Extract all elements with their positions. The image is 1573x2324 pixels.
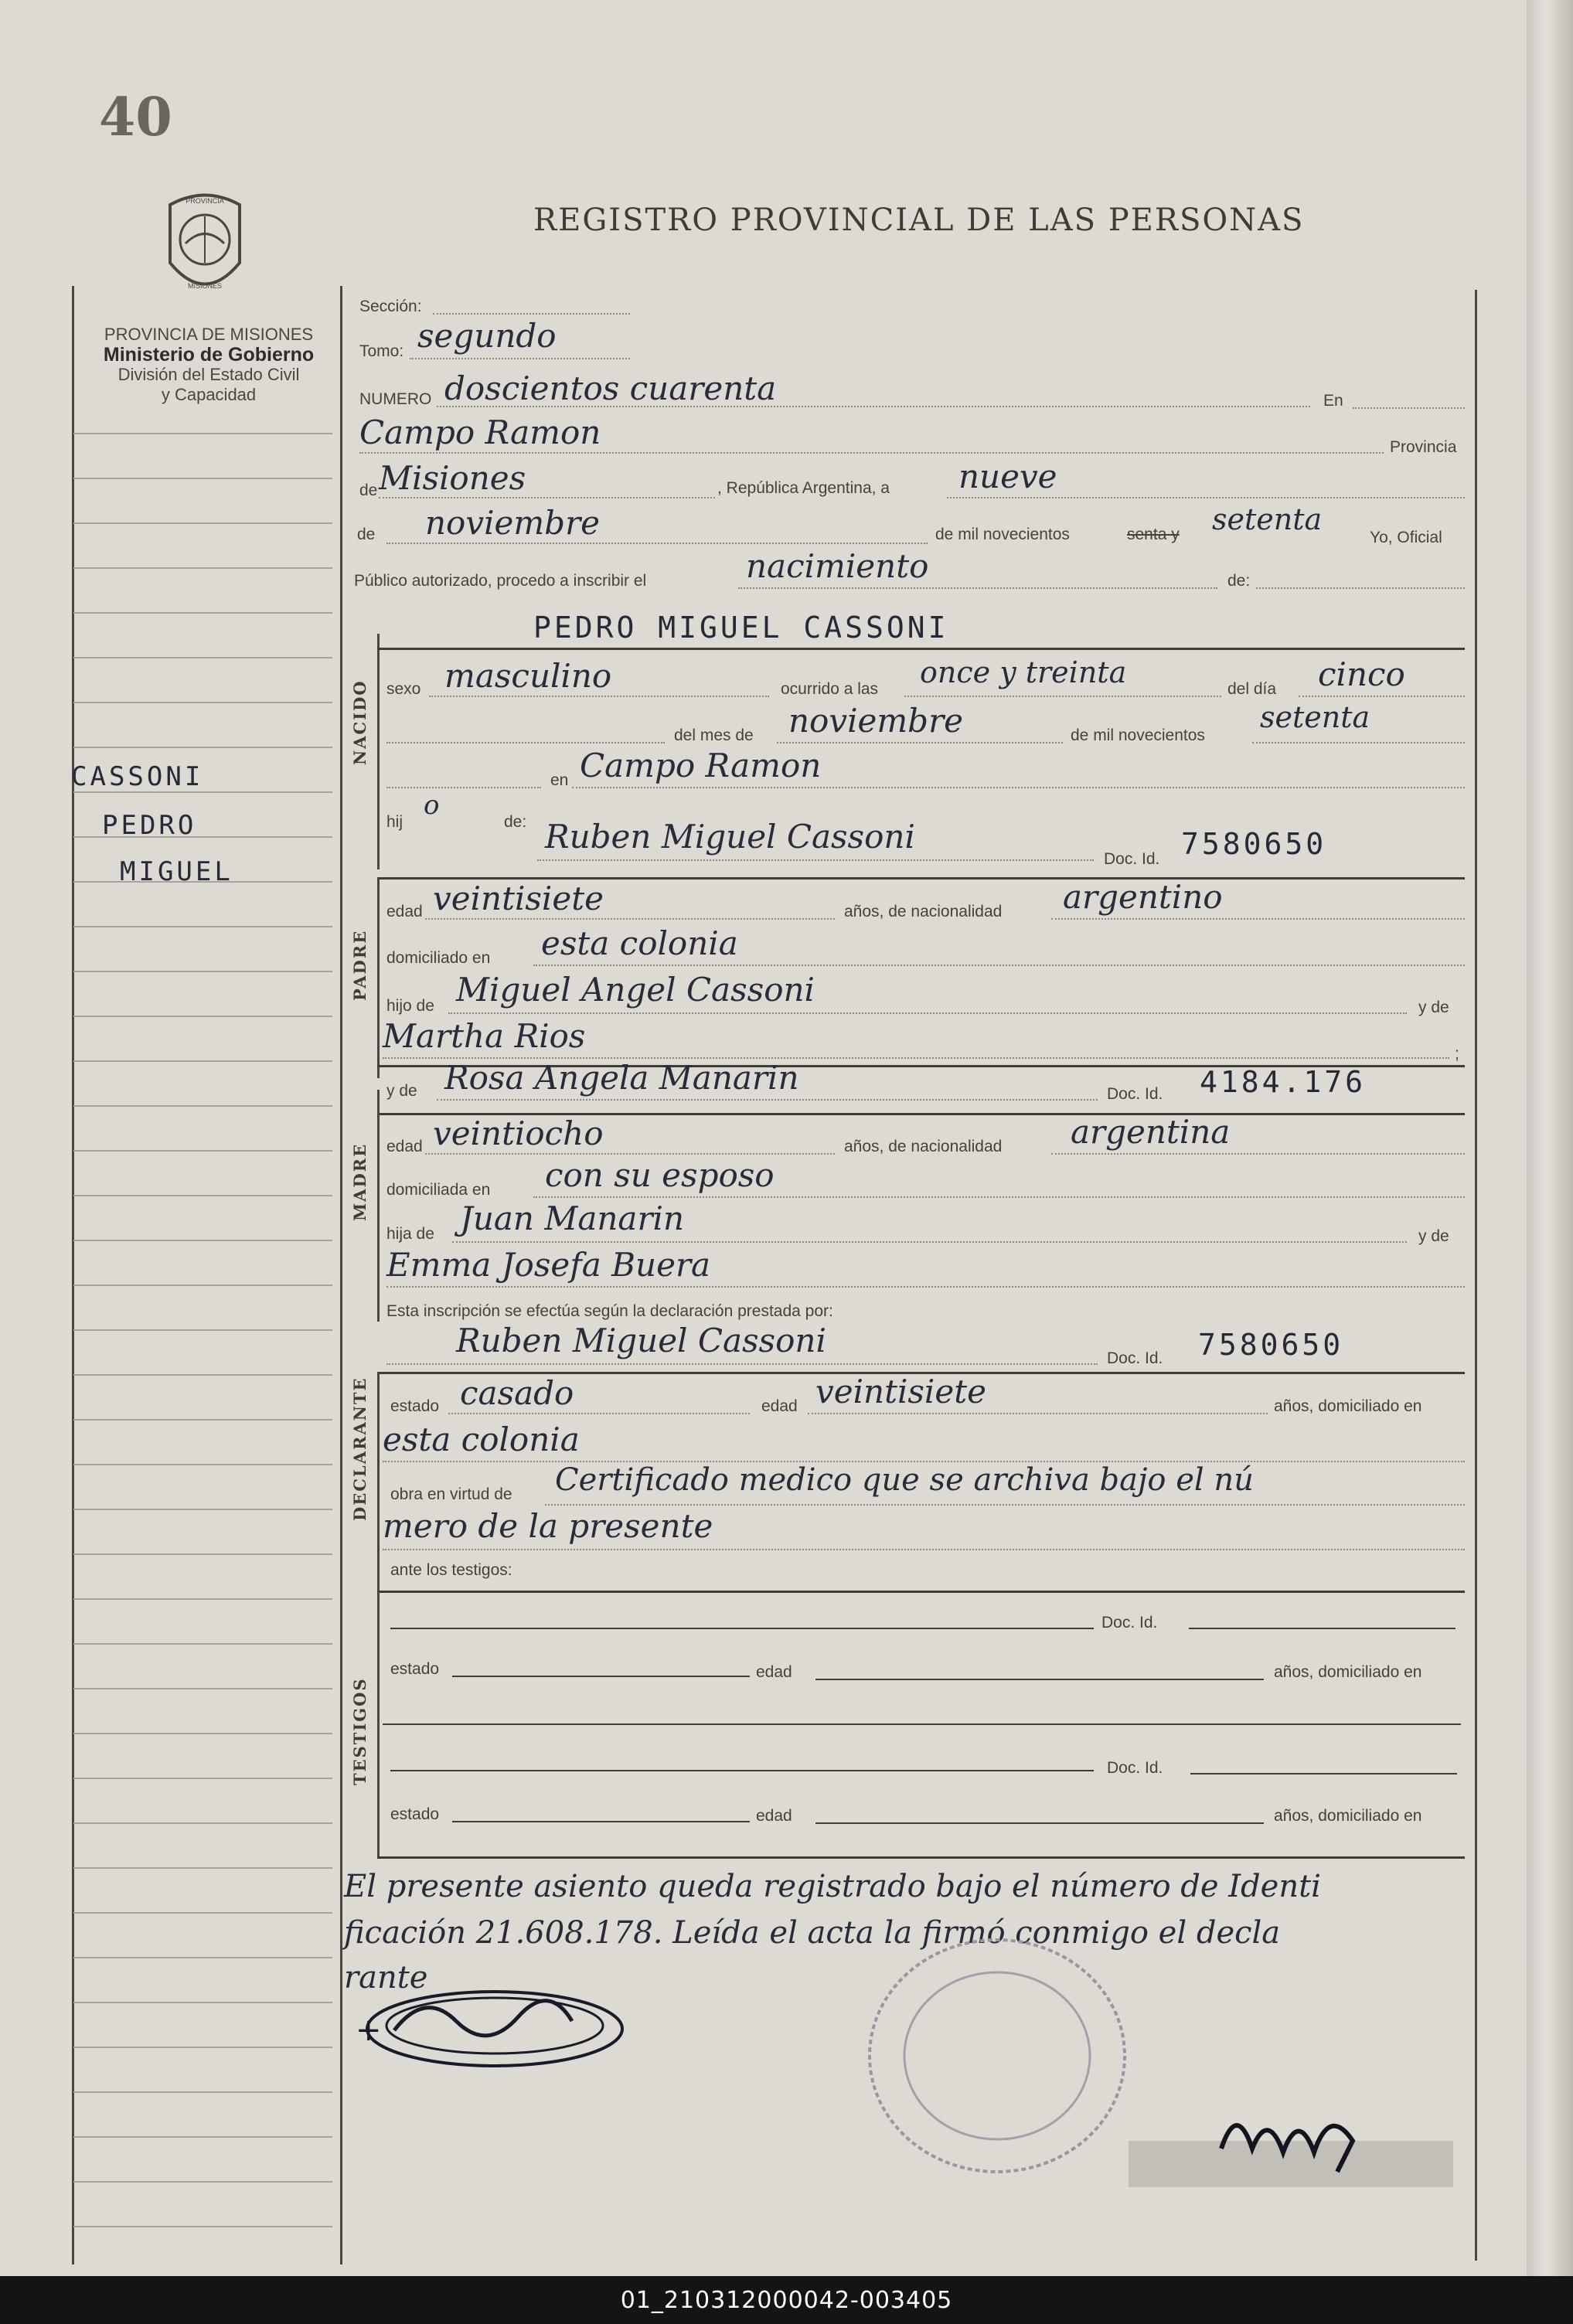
- declarante-doc-value: 7580650: [1198, 1328, 1344, 1362]
- issuer-province: PROVINCIA DE MISIONES: [104, 325, 314, 344]
- margin-rule-line: [73, 1464, 332, 1465]
- testigo1-name-line: [390, 1628, 1094, 1629]
- section-testigos: TESTIGOS: [350, 1677, 369, 1785]
- margin-left-rule: [72, 286, 74, 2264]
- margin-rule-line: [73, 1688, 332, 1689]
- madre-nombre-value: Rosa Angela Manarin: [444, 1059, 799, 1097]
- section-padre: PADRE: [350, 929, 369, 1001]
- padre-y-de-label: y de: [1418, 999, 1449, 1016]
- provincia-line: [379, 497, 715, 498]
- provincia-label: Provincia: [1390, 438, 1457, 456]
- republica-label: , República Argentina, a: [717, 479, 890, 497]
- declarante-bottom-rule: [377, 1591, 1465, 1593]
- testigo2-anos-label: años, domiciliado en: [1274, 1807, 1422, 1825]
- margin-rule-line: [73, 1240, 332, 1241]
- margin-rule-line: [73, 926, 332, 927]
- padre-rule: [377, 877, 380, 1078]
- testigo1-estado-line: [452, 1676, 750, 1677]
- dia-nac-line: [1299, 696, 1465, 697]
- madre-hija2-value: Emma Josefa Buera: [386, 1246, 711, 1284]
- seccion-line: [433, 313, 630, 315]
- margin-note-first: PEDRO: [102, 810, 197, 841]
- anio-value: setenta: [1212, 502, 1323, 536]
- padre-nombre-value: Ruben Miguel Cassoni: [545, 818, 915, 856]
- padre-hijo-label: hijo de: [386, 997, 434, 1015]
- testigo2-estado-line: [452, 1821, 750, 1822]
- issuer-ministry: Ministerio de Gobierno: [103, 344, 315, 366]
- madre-y-de-label: y de: [386, 1082, 417, 1100]
- padre-semicolon: ;: [1455, 1045, 1459, 1063]
- madre-doc-value: 4184.176: [1200, 1065, 1367, 1099]
- hora-line: [904, 696, 1221, 697]
- en-label: En: [1323, 392, 1343, 410]
- madre-dom-line: [533, 1196, 1465, 1198]
- lugar-nac-pre-line: [386, 787, 541, 788]
- declarante-edad-label: edad: [761, 1397, 798, 1415]
- madre-hija-label: hija de: [386, 1225, 434, 1243]
- de-mil-label: de mil novecientos: [935, 526, 1070, 543]
- margin-rule-line: [73, 1957, 332, 1958]
- scan-footer-id: 01_210312000042-003405: [620, 2287, 953, 2314]
- tomo-value: segundo: [417, 317, 557, 355]
- nota-line-1: El presente asiento queda registrado bajo el número de Identi: [344, 1869, 1321, 1904]
- province-crest-icon: [155, 189, 255, 305]
- declarante-nombre-value: Ruben Miguel Cassoni: [456, 1322, 826, 1359]
- padre-nombre-line: [537, 859, 1094, 861]
- margin-rule-line: [73, 2091, 332, 2093]
- provincia-value: Misiones: [379, 459, 526, 497]
- seccion-label: Sección:: [359, 298, 422, 315]
- margin-rule-line: [73, 1329, 332, 1331]
- declarante-dom-value: esta colonia: [383, 1421, 580, 1458]
- margin-note-surname: CASSONI: [71, 761, 204, 792]
- numero-value: doscientos cuarenta: [444, 369, 777, 407]
- margin-right-rule: [340, 286, 342, 2264]
- padre-nac-line: [1051, 918, 1465, 920]
- form-right-rule: [1475, 290, 1477, 2261]
- margin-rule-line: [73, 1553, 332, 1555]
- madre-nac-label: años, de nacionalidad: [844, 1138, 1003, 1155]
- margin-rule-line: [73, 702, 332, 703]
- mes-nac-line: [777, 742, 1063, 743]
- testigo1-edad-label: edad: [756, 1663, 792, 1681]
- testigo1-anos-label: años, domiciliado en: [1274, 1663, 1422, 1681]
- publico-label: Público autorizado, procedo a inscribir el: [354, 572, 647, 590]
- nombre-rule: [377, 648, 1465, 650]
- testigo1-doc-line: [1189, 1628, 1456, 1629]
- madre-edad-value: veintiocho: [433, 1114, 604, 1152]
- officer-signature: [1121, 2087, 1461, 2195]
- dia-line: [947, 497, 1465, 498]
- mes-value: noviembre: [425, 504, 600, 542]
- sexo-value: masculino: [444, 657, 612, 695]
- en-line: [1353, 407, 1465, 409]
- padre-dom-label: domiciliado en: [386, 949, 491, 967]
- ocurrido-label: ocurrido a las: [781, 680, 879, 698]
- lugar-nac-value: Campo Ramon: [580, 747, 822, 784]
- lugar-nac-line: [572, 787, 1465, 788]
- testigo2-estado-label: estado: [390, 1805, 440, 1823]
- madre-nac-value: argentina: [1071, 1113, 1231, 1151]
- testigo1-doc-label: Doc. Id.: [1101, 1614, 1158, 1632]
- testigo1-estado-label: estado: [390, 1660, 440, 1678]
- margin-rule-line: [73, 1105, 332, 1107]
- margin-rule-line: [73, 747, 332, 748]
- en-nac-label: en: [550, 771, 569, 789]
- official-seal-stamp: [858, 1932, 1136, 2179]
- testigos-rule: [377, 1591, 380, 1857]
- margin-rule-line: [73, 971, 332, 972]
- madre-rule: [377, 1090, 380, 1322]
- hora-value: once y treinta: [920, 655, 1127, 689]
- nota-line-2: ficación 21.608.178. Leída el acta la firmó conmigo el decla: [344, 1915, 1281, 1951]
- margin-rule-line: [73, 1598, 332, 1600]
- de-mil-nac-label: de mil novecientos: [1071, 726, 1205, 744]
- issuer-division: División del Estado Civil: [117, 365, 300, 384]
- padre-hijo-line: [448, 1012, 1407, 1014]
- margin-rule-line: [73, 2181, 332, 2183]
- madre-nac-line: [1051, 1153, 1465, 1155]
- declarante-estado-value: casado: [460, 1374, 574, 1412]
- margin-rule-line: [73, 478, 332, 479]
- margin-rule-line: [73, 1150, 332, 1152]
- lugar-line: [359, 452, 1384, 454]
- madre-hija-value: Juan Manarin: [460, 1199, 685, 1237]
- page-number: 40: [99, 87, 172, 148]
- obra-value-1: Certificado medico que se archiva bajo el nú: [555, 1462, 1254, 1498]
- page-title: REGISTRO PROVINCIAL DE LAS PERSONAS: [533, 202, 1305, 238]
- obra-line: [545, 1504, 1465, 1506]
- acto-value: nacimiento: [746, 547, 929, 585]
- mes-line: [386, 543, 928, 544]
- declarante-edad-value: veintisiete: [815, 1373, 986, 1410]
- dia-nac-value: cinco: [1318, 655, 1405, 693]
- testigo2-doc-label: Doc. Id.: [1107, 1759, 1163, 1777]
- margin-rule-line: [73, 1509, 332, 1510]
- sexo-label: sexo: [386, 680, 421, 698]
- testigo2-edad-line: [815, 1822, 1264, 1824]
- madre-dom-label: domiciliada en: [386, 1181, 491, 1199]
- madre-doc-label: Doc. Id.: [1107, 1085, 1163, 1103]
- margin-rule-line: [73, 1867, 332, 1869]
- padre-edad-line: [425, 918, 835, 920]
- del-dia-label: del día: [1227, 680, 1277, 698]
- acto-line-2: [1256, 587, 1465, 589]
- declarante-anos-label: años, domiciliado en: [1274, 1397, 1422, 1415]
- inscripcion-label: Esta inscripción se efectúa según la declaración prestada por:: [386, 1302, 833, 1320]
- padre-hijo-value: Miguel Angel Cassoni: [456, 971, 815, 1009]
- margin-rule-line: [73, 1733, 332, 1734]
- testigo1-edad-line: [815, 1679, 1264, 1680]
- margin-rule-line: [73, 1643, 332, 1645]
- scan-footer-bar: [0, 2276, 1573, 2324]
- testigo2-edad-label: edad: [756, 1807, 792, 1825]
- padre-nac-label: años, de nacionalidad: [844, 903, 1003, 920]
- anio-nac-value: setenta: [1260, 700, 1370, 734]
- crest-text-bottom: MISIONES: [187, 282, 223, 290]
- padre-edad-value: veintisiete: [433, 880, 604, 917]
- mes-nac-pre-line: [386, 742, 665, 743]
- obra-label: obra en virtud de: [390, 1485, 512, 1503]
- declarante-estado-label: estado: [390, 1397, 440, 1415]
- dia-value: nueve: [958, 458, 1057, 495]
- madre-hija2-line: [386, 1286, 1465, 1288]
- nombre-value: PEDRO MIGUEL CASSONI: [533, 611, 949, 645]
- margin-rule-line: [73, 2047, 332, 2048]
- testigos-bottom-rule: [377, 1856, 1465, 1859]
- ante-testigos-label: ante los testigos:: [390, 1561, 512, 1579]
- section-madre: MADRE: [350, 1142, 369, 1221]
- margin-rule-line: [73, 2226, 332, 2227]
- madre-dom-value: con su esposo: [545, 1156, 775, 1194]
- margin-rule-line: [73, 1912, 332, 1914]
- madre-hija-line: [452, 1241, 1407, 1243]
- hij-value: o: [424, 790, 440, 821]
- tomo-line: [410, 358, 630, 359]
- declarante-doc-label: Doc. Id.: [1107, 1349, 1163, 1367]
- padre-dom-value: esta colonia: [541, 924, 738, 962]
- margin-rule-line: [73, 522, 332, 524]
- margin-rule-line: [73, 1419, 332, 1421]
- yo-oficial-label: Yo, Oficial: [1370, 529, 1442, 546]
- madre-edad-label: edad: [386, 1138, 423, 1155]
- de-label: de: [359, 481, 378, 499]
- madre-nombre-line: [437, 1099, 1098, 1101]
- numero-line: [437, 406, 1310, 407]
- madre-y-de2-label: y de: [1418, 1227, 1449, 1245]
- margin-rule-line: [73, 1016, 332, 1017]
- crest-text-top: PROVINCIA: [186, 197, 224, 205]
- obra-value-2: mero de la presente: [383, 1507, 713, 1545]
- numero-label: NUMERO: [359, 390, 432, 408]
- margin-rule-line: [73, 657, 332, 658]
- margin-rule-line: [73, 2002, 332, 2003]
- de-colon-label: de:: [1227, 572, 1251, 590]
- de-mes-label: de: [357, 526, 376, 543]
- margin-rule-line: [73, 433, 332, 434]
- tomo-label: Tomo:: [359, 342, 404, 360]
- padre-doc-value: 7580650: [1181, 827, 1327, 861]
- svg-text:+: +: [356, 2013, 382, 2048]
- hij-label: hij: [386, 813, 403, 831]
- margin-rule-line: [73, 1374, 332, 1376]
- anio-nac-line: [1252, 742, 1465, 743]
- declarante-estado-line: [448, 1413, 750, 1414]
- margin-rule-line: [73, 1060, 332, 1062]
- issuer-block: [73, 325, 344, 405]
- testigo1-dom-line: [383, 1723, 1461, 1725]
- nacido-rule: [377, 634, 380, 869]
- book-spine: [1527, 0, 1573, 2276]
- padre-nac-value: argentino: [1063, 878, 1223, 916]
- margin-rule-line: [73, 612, 332, 614]
- sexo-line: [429, 696, 769, 697]
- padre-hijo2-value: Martha Rios: [383, 1017, 586, 1055]
- margin-rule-line: [73, 1778, 332, 1779]
- issuer-capacity: y Capacidad: [161, 385, 257, 404]
- madre-edad-line: [425, 1153, 835, 1155]
- margin-rule-line: [73, 1284, 332, 1286]
- lugar-value: Campo Ramon: [359, 413, 601, 451]
- de-padres-label: de:: [504, 813, 527, 831]
- margin-rule-line: [73, 567, 332, 569]
- declarante-rule: [377, 1372, 380, 1596]
- senta-label: senta y: [1127, 526, 1180, 543]
- margin-rule-line: [73, 1195, 332, 1196]
- declarant-signature: [340, 1975, 634, 2083]
- section-declarante: DECLARANTE: [350, 1376, 369, 1521]
- mes-nac-value: noviembre: [788, 702, 963, 740]
- obra-line-2: [383, 1549, 1465, 1550]
- padre-dom-line: [533, 965, 1465, 966]
- declarante-nombre-line: [386, 1363, 1098, 1365]
- nota-line-3: rante: [344, 1960, 428, 1996]
- declarante-edad-line: [808, 1413, 1268, 1414]
- margin-note-middle: MIGUEL: [120, 856, 233, 887]
- acto-line: [738, 587, 1217, 589]
- margin-rule-line: [73, 1822, 332, 1824]
- testigo2-name-line: [390, 1770, 1094, 1771]
- padre-edad-label: edad: [386, 903, 423, 920]
- margin-rule-line: [73, 2136, 332, 2138]
- section-nacido: NACIDO: [350, 679, 369, 765]
- del-mes-label: del mes de: [674, 726, 754, 744]
- padre-doc-label: Doc. Id.: [1104, 850, 1160, 868]
- testigo2-doc-line: [1190, 1773, 1457, 1774]
